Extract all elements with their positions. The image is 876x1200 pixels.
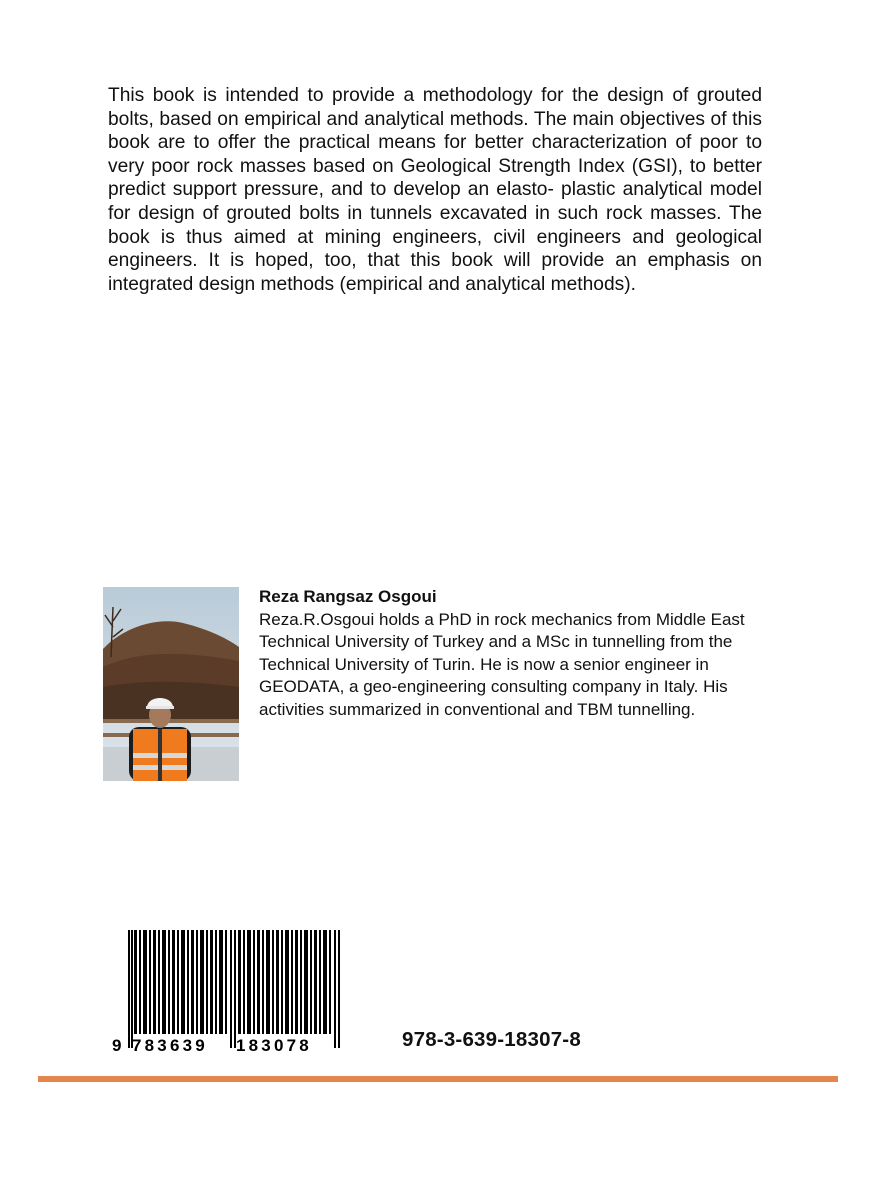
barcode-bar <box>310 930 312 1034</box>
barcode-bar <box>285 930 289 1034</box>
barcode-bar <box>276 930 279 1034</box>
barcode-bar <box>206 930 208 1034</box>
barcode-bar <box>319 930 321 1034</box>
bottom-accent-rule <box>38 1076 838 1082</box>
barcode-digits-left: 783639 <box>132 1036 208 1055</box>
author-bio: Reza.R.Osgoui holds a PhD in rock mechanics from Middle East Technical University of Turkey and a MSc in tunnelling from the Technical University of Turin. He is now a senior engineer in GEODATA, a geo-engineering consulting company in Italy. His activities summarized in conventional and TBM tunnelling. <box>259 609 745 719</box>
barcode-bar <box>149 930 151 1034</box>
barcode-bar <box>181 930 185 1034</box>
barcode-bar <box>314 930 317 1034</box>
barcode-bar <box>196 930 198 1034</box>
barcode-bar <box>131 930 133 1048</box>
barcode-bar <box>191 930 194 1034</box>
barcode-bar <box>338 930 340 1048</box>
isbn-barcode <box>108 930 352 1056</box>
barcode-bar <box>128 930 130 1048</box>
barcode-bar <box>153 930 156 1034</box>
barcode-digit-first: 9 <box>112 1036 122 1055</box>
barcode-bar <box>139 930 141 1034</box>
author-name: Reza Rangsaz Osgoui <box>259 587 437 606</box>
barcode-bar <box>143 930 147 1034</box>
barcode-bar <box>291 930 293 1034</box>
barcode-bar <box>134 930 137 1034</box>
barcode-bar <box>177 930 179 1034</box>
barcode-bar <box>219 930 223 1034</box>
author-block <box>259 586 759 722</box>
barcode-bar <box>262 930 264 1034</box>
barcode-bar <box>168 930 170 1034</box>
barcode-digits-right: 183078 <box>236 1036 312 1055</box>
barcode-bar <box>247 930 251 1034</box>
barcode-bar <box>300 930 302 1034</box>
barcode-bar <box>304 930 308 1034</box>
barcode-bar <box>200 930 204 1034</box>
book-description: This book is intended to provide a methodology for the design of grouted bolts, based on empirical and analytical methods. The main objectives of this book are to offer the practical means for better characterization of poor to very poor rock masses based on Geological Strength Index (GSI), to better predict support pressure, and to develop an elasto- plastic analytical model for design of grouted bolts in tunnels excavated in such rock masses. The book is thus aimed at mining engineers, civil engineers and geological engineers. It is hoped, too, that this book will provide an emphasis on integrated design methods (empirical and analytical methods). <box>108 85 762 295</box>
barcode-bar <box>210 930 213 1034</box>
author-photo <box>103 587 239 781</box>
barcode-bar <box>230 930 232 1048</box>
barcode-bar <box>238 930 241 1034</box>
barcode-bar <box>323 930 327 1034</box>
barcode-bar <box>253 930 255 1034</box>
barcode-bar <box>187 930 189 1034</box>
barcode-bar <box>281 930 283 1034</box>
barcode-bar <box>295 930 298 1034</box>
barcode-bar <box>329 930 331 1034</box>
barcode-bar <box>162 930 166 1034</box>
barcode-bar <box>257 930 260 1034</box>
barcode-bar <box>215 930 217 1034</box>
barcode-bar <box>243 930 245 1034</box>
barcode-bar <box>266 930 270 1034</box>
isbn-number: 978-3-639-18307-8 <box>402 1028 581 1051</box>
barcode-bar <box>158 930 160 1034</box>
barcode-bar <box>225 930 227 1034</box>
barcode-bar <box>234 930 236 1048</box>
barcode-bar <box>272 930 274 1034</box>
barcode-bar <box>334 930 336 1048</box>
barcode-bar <box>172 930 175 1034</box>
